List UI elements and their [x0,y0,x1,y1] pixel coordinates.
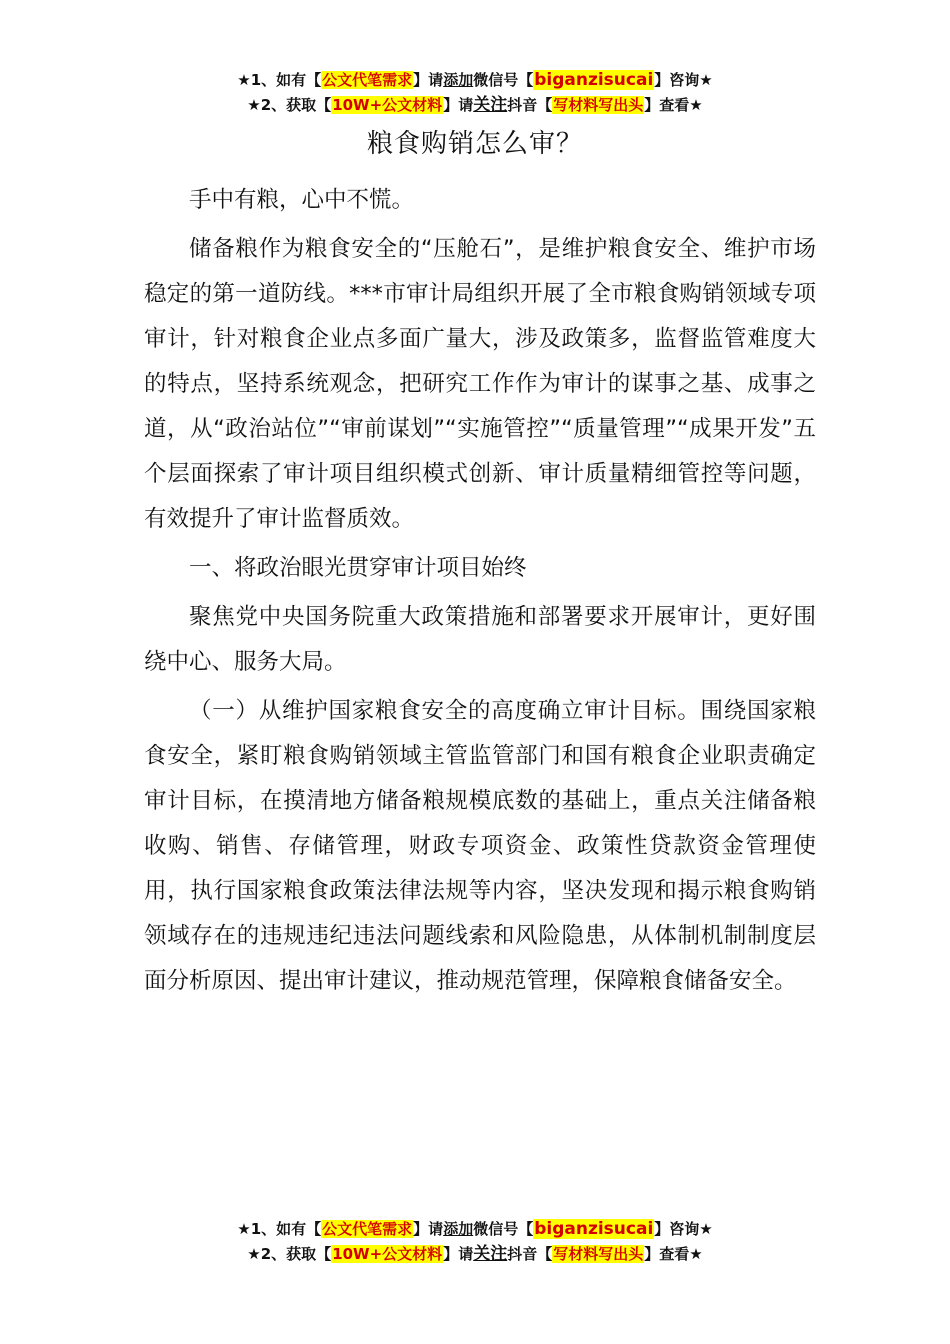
highlight-materials: 10W+公文材料 [332,96,443,114]
banner-text: ★1、如有【 [237,71,322,89]
banner-text: 】请 [443,1245,474,1263]
banner-text: ★1、如有【 [237,1220,322,1238]
header-banner [0,68,950,118]
highlight-service: 公文代笔需求 [322,1220,413,1238]
banner-text: 抖音【 [507,1245,553,1263]
banner-text: ★2、获取【 [247,1245,332,1263]
highlight-douyin-account: 写材料写出头 [553,96,644,114]
banner-line-1 [0,1217,950,1242]
highlight-service: 公文代笔需求 [322,71,413,89]
banner-line-1 [0,68,950,93]
banner-underlined-text: 关注 [473,95,508,115]
banner-text: 】查看★ [644,1245,703,1263]
banner-text: 微信号【 [473,71,534,89]
banner-text: 】咨询★ [654,1220,713,1238]
paragraph: 手中有粮，心中不慌。 [189,187,415,213]
banner-text: 抖音【 [507,96,553,114]
document-title: 粮食购销怎么审？ [366,129,583,159]
banner-text: 】请 [413,1220,444,1238]
banner-line-2 [0,1242,950,1267]
banner-text: 】请 [413,71,444,89]
highlight-materials: 10W+公文材料 [332,1245,443,1263]
paragraph: 储备粮作为粮食安全的“压舱石”，是维护粮食安全、维护市场稳定的第一道防线。***市审计局组织开展了全市粮食购销领域专项审计，针对粮食企业点多面广量大，涉及政策多，监督监管难度大的特点，坚持系统观念，把研究工作作为审计的谋事之基、成事之道，从“政治站位”“审前谋划”“实施管控”“质量管理”“成果开发”五个层面探索了审计项目组织模式创新、审计质量精细管控等问题，有效提升了审计监督质效。 [144,236,816,532]
banner-text: 】查看★ [644,96,703,114]
banner-text: 微信号【 [473,1220,534,1238]
banner-underlined-text: 添加 [443,71,474,89]
banner-text: 】请 [443,96,474,114]
banner-line-2 [0,93,950,118]
banner-text: ★2、获取【 [247,96,332,114]
highlight-wechat-id: biganzisucai [534,70,654,90]
banner-underlined-text: 添加 [443,1220,474,1238]
highlight-douyin-account: 写材料写出头 [553,1245,644,1263]
banner-underlined-text: 关注 [473,1244,508,1264]
paragraph: 聚焦党中央国务院重大政策措施和部署要求开展审计，更好围绕中心、服务大局。 [144,604,816,675]
highlight-wechat-id: biganzisucai [534,1219,654,1239]
banner-text: 】咨询★ [654,71,713,89]
section-heading: 一、将政治眼光贯穿审计项目始终 [189,555,527,581]
document-body [144,178,816,1008]
paragraph: （一）从维护国家粮食安全的高度确立审计目标。围绕国家粮食安全，紧盯粮食购销领域主管监管部门和国有粮食企业职责确定审计目标，在摸清地方储备粮规模底数的基础上，重点关注储备粮收购、销售、存储管理，财政专项资金、政策性贷款资金管理使用，执行国家粮食政策法律法规等内容，坚决发现和揭示粮食购销领域存在的违规违纪违法问题线索和风险隐患，从体制机制制度层面分析原因、提出审计建议，推动规范管理，保障粮食储备安全。 [144,698,816,994]
footer-banner [0,1217,950,1267]
